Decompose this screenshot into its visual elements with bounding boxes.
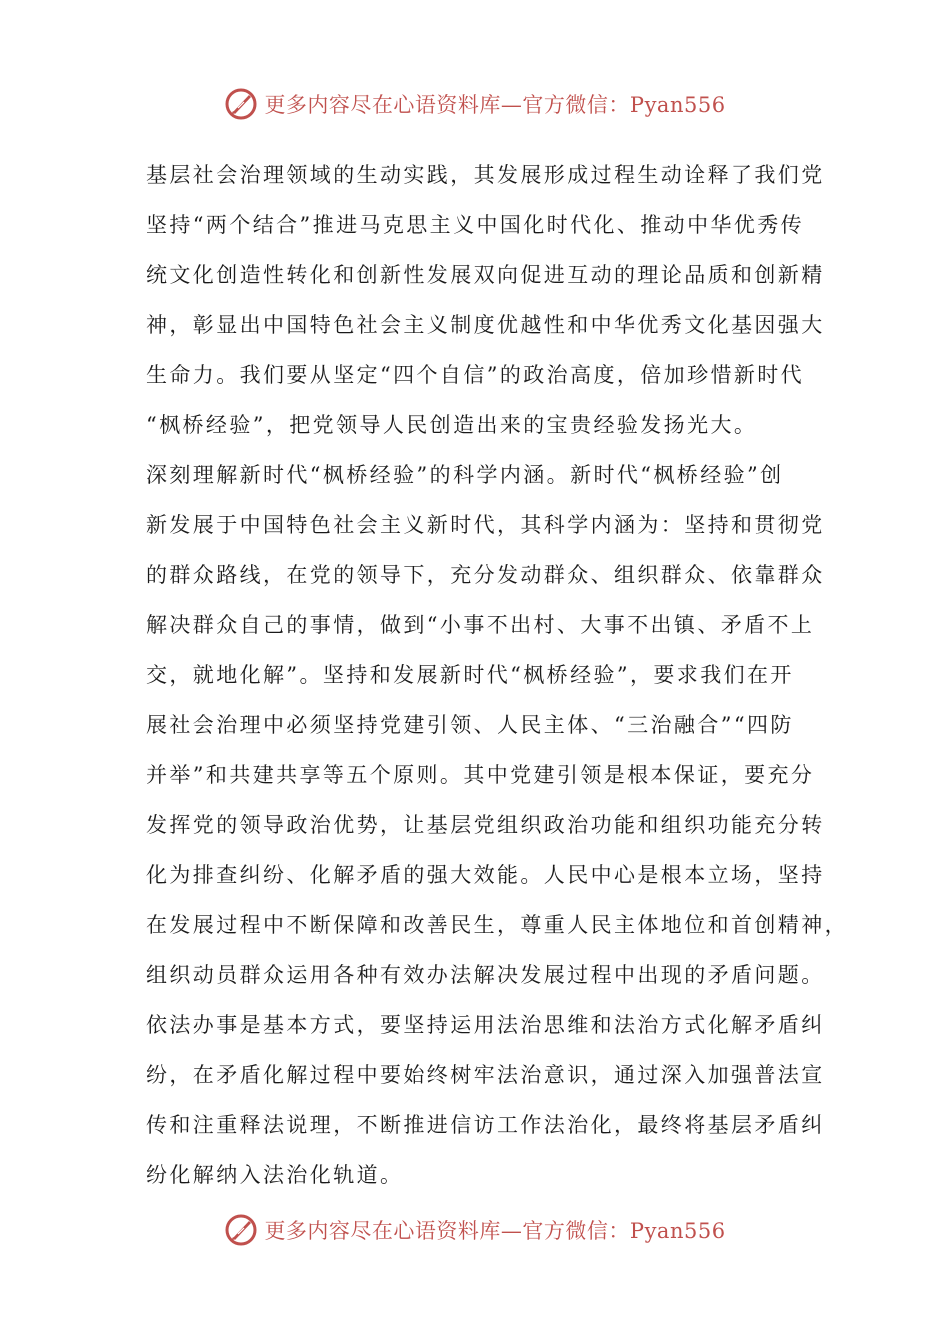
body-line: 交，就地化解”。坚持和发展新时代“枫桥经验”，要求我们在开 — [146, 663, 794, 687]
quill-pen-logo-icon — [224, 87, 258, 121]
body-line: 基层社会治理领域的生动实践，其发展形成过程生动诠释了我们党 — [146, 163, 825, 187]
body-line: 发挥党的领导政治优势，让基层党组织政治功能和组织功能充分转 — [146, 813, 825, 837]
footer-banner — [0, 1210, 950, 1250]
body-line: 依法办事是基本方式，要坚持运用法治思维和法治方式化解矛盾纠 — [146, 1013, 825, 1037]
body-line: 坚持“两个结合”推进马克思主义中国化时代化、推动中华优秀传 — [146, 213, 805, 237]
header-banner-text: 更多内容尽在心语资料库—官方微信：Pyan556 — [264, 93, 726, 117]
body-line: 生命力。我们要从坚定“四个自信”的政治高度，倍加珍惜新时代 — [146, 363, 805, 387]
body-line: 传和注重释法说理，不断推进信访工作法治化，最终将基层矛盾纠 — [146, 1113, 825, 1137]
body-line: 新发展于中国特色社会主义新时代，其科学内涵为：坚持和贯彻党 — [146, 513, 825, 537]
body-line: 组织动员群众运用各种有效办法解决发展过程中出现的矛盾问题。 — [146, 963, 825, 987]
body-line: 神，彰显出中国特色社会主义制度优越性和中华优秀文化基因强大 — [146, 313, 825, 337]
body-line: 化为排查纠纷、化解矛盾的强大效能。人民中心是根本立场，坚持 — [146, 863, 825, 887]
document-body — [146, 150, 848, 1200]
body-line: 展社会治理中必须坚持党建引领、人民主体、“三治融合”“四防 — [146, 713, 794, 737]
body-line: 深刻理解新时代“枫桥经验”的科学内涵。新时代“枫桥经验”创 — [146, 463, 784, 487]
body-line: 统文化创造性转化和创新性发展双向促进互动的理论品质和创新精 — [146, 263, 825, 287]
body-line: 在发展过程中不断保障和改善民生，尊重人民主体地位和首创精神， — [146, 913, 848, 937]
body-line: 纷化解纳入法治化轨道。 — [146, 1163, 404, 1187]
quill-pen-logo-icon — [224, 1213, 258, 1247]
body-line: 纷，在矛盾化解过程中要始终树牢法治意识，通过深入加强普法宣 — [146, 1063, 825, 1087]
body-line: 的群众路线，在党的领导下，充分发动群众、组织群众、依靠群众 — [146, 563, 825, 587]
header-banner — [0, 84, 950, 124]
footer-banner-text: 更多内容尽在心语资料库—官方微信：Pyan556 — [264, 1219, 726, 1243]
body-line: 解决群众自己的事情，做到“小事不出村、大事不出镇、矛盾不上 — [146, 613, 815, 637]
body-line: 并举”和共建共享等五个原则。其中党建引领是根本保证，要充分 — [146, 763, 815, 787]
body-line: “枫桥经验”，把党领导人民创造出来的宝贵经验发扬光大。 — [146, 413, 758, 437]
